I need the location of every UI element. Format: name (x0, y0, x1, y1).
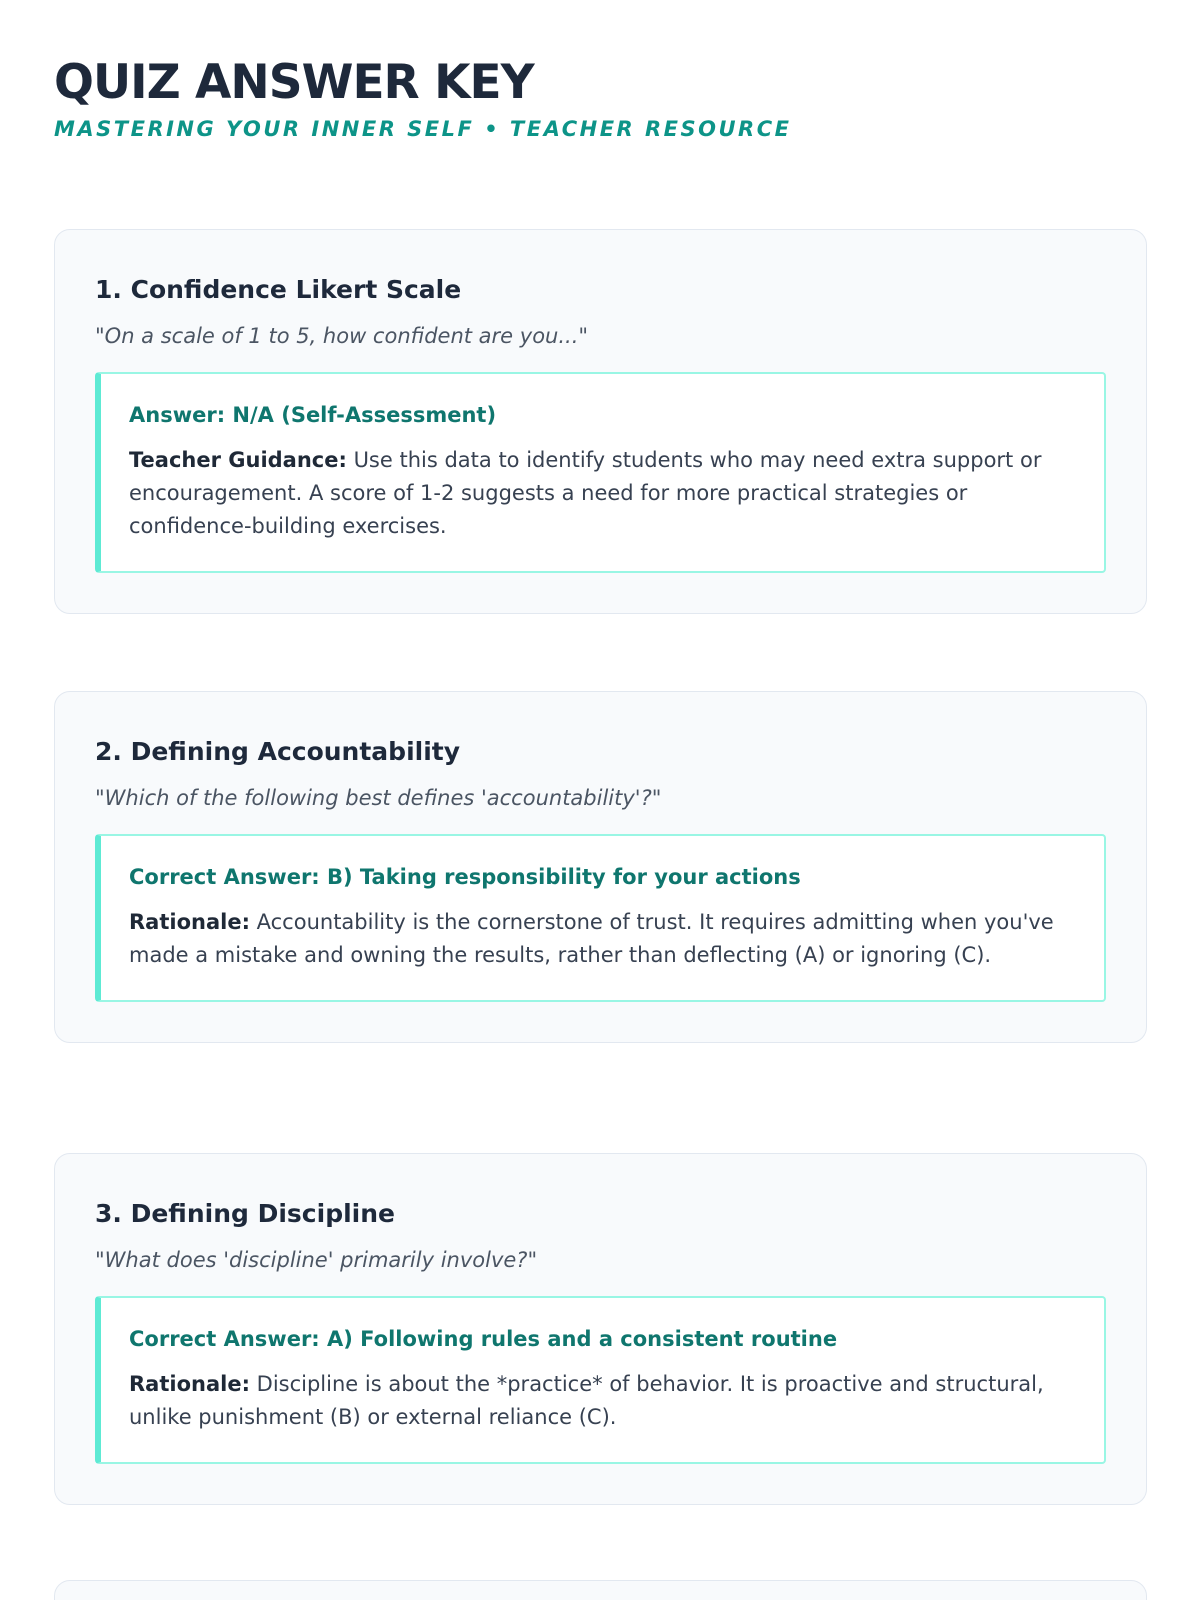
question-card-4-partial (54, 1580, 1147, 1600)
answer-box (95, 372, 1106, 573)
question-card-3 (54, 1153, 1147, 1505)
answer-heading: Correct Answer: B) Taking responsibility for your actions (129, 865, 801, 889)
page-header (54, 0, 1146, 142)
answer-explanation (129, 906, 1076, 972)
answer-box (95, 1296, 1106, 1464)
answer-explanation (129, 444, 1076, 543)
question-prompt: "Which of the following best defines 'accountability'?" (95, 786, 662, 810)
question-prompt: "What does 'discipline' primarily involve?" (95, 1248, 538, 1272)
explanation-text: Use this data to identify students who may need extra support or encouragement. A score of 1-2 suggests a need for more practical strategies or confidence-building exercises. (129, 448, 1042, 538)
answer-explanation (129, 1368, 1076, 1434)
question-prompt: "On a scale of 1 to 5, how confident are you..." (95, 324, 589, 348)
question-title: 2. Defining Accountability (95, 737, 461, 766)
explanation-text: Accountability is the cornerstone of trust. It requires admitting when you've made a mistake and owning the results, rather than deflecting (A) or ignoring (C). (129, 910, 1054, 967)
question-card-2 (54, 691, 1147, 1043)
answer-heading: Answer: N/A (Self-Assessment) (129, 403, 497, 427)
explanation-label: Teacher Guidance: (129, 448, 347, 472)
explanation-label: Rationale: (129, 910, 250, 934)
question-card-1 (54, 229, 1147, 614)
question-title: 3. Defining Discipline (95, 1199, 395, 1228)
answer-heading: Correct Answer: A) Following rules and a consistent routine (129, 1327, 838, 1351)
page-title: QUIZ ANSWER KEY (54, 55, 534, 110)
explanation-label: Rationale: (129, 1372, 250, 1396)
page-subtitle: MASTERING YOUR INNER SELF • TEACHER RESOURCE (54, 117, 792, 141)
answer-box (95, 834, 1106, 1002)
question-title: 1. Confidence Likert Scale (95, 275, 462, 304)
explanation-text: Discipline is about the *practice* of behavior. It is proactive and structural, unlike punishment (B) or external reliance (C). (129, 1372, 1044, 1429)
